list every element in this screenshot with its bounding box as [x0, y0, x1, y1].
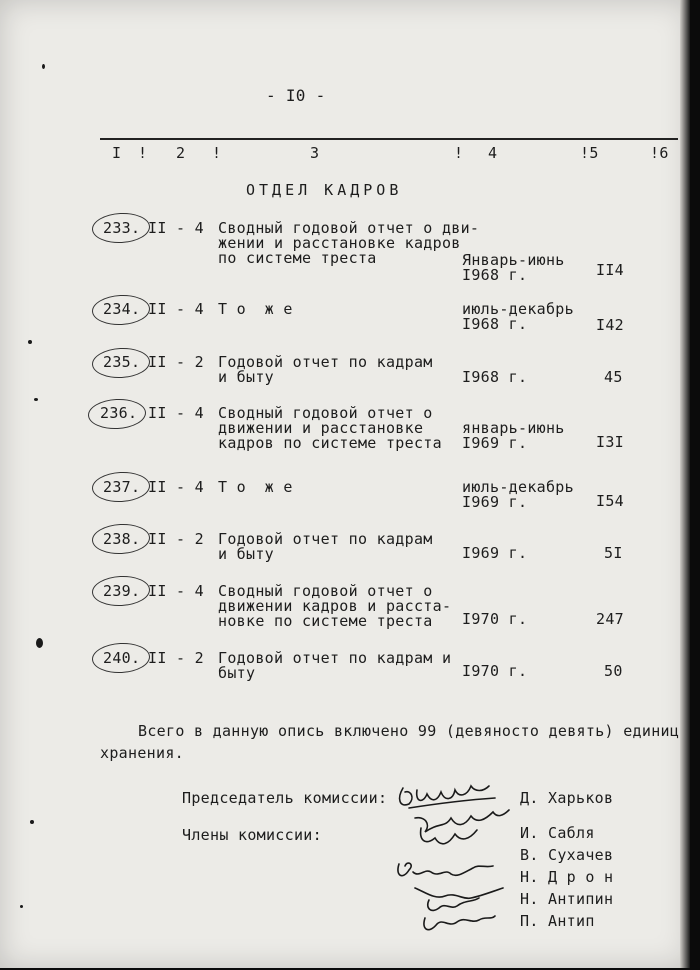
row-code: II - 2 [148, 530, 204, 548]
row-description: Т о ж е [218, 300, 293, 318]
column-header-6: !6 [650, 144, 669, 162]
page-speck [34, 398, 38, 401]
column-separator: ! [138, 144, 148, 162]
row-code: II - 4 [148, 219, 204, 237]
page-speck [20, 905, 23, 908]
row-description: Годовой отчет по кадрам и быту [218, 530, 433, 563]
row-count: 5I [604, 544, 623, 562]
row-date: I968 г. [462, 368, 528, 386]
total-summary: Всего в данную опись включено 99 (девяносто девять) единиц [138, 722, 680, 740]
page-speck [28, 340, 32, 344]
row-date: I970 г. [462, 610, 528, 628]
column-separator: ! [454, 144, 464, 162]
row-date: I969 г. [462, 544, 528, 562]
row-date: январь-июнь I969 г. [462, 419, 565, 452]
signatory-member: В. Сухачев [520, 846, 614, 864]
row-code: II - 2 [148, 649, 204, 667]
signatory-member: Н. Антипин [520, 890, 614, 908]
column-header-3: 3 [310, 144, 320, 162]
row-count: 247 [596, 610, 624, 628]
page-speck [30, 820, 34, 824]
members-label: Члены комиссии: [182, 826, 322, 844]
row-count: I54 [596, 492, 624, 510]
row-number: 235. [103, 353, 141, 371]
row-number: 238. [103, 530, 141, 548]
row-code: II - 4 [148, 300, 204, 318]
row-date: июль-декабрь I968 г. [462, 300, 574, 333]
page-speck [36, 638, 43, 648]
column-header-1: I [112, 144, 122, 162]
header-rule [100, 138, 678, 140]
row-description: Сводный годовой отчет о дви- жении и расстановке кадров по системе треста [218, 219, 480, 267]
section-title: ОТДЕЛ КАДРОВ [246, 181, 403, 199]
row-count: I3I [596, 433, 624, 451]
signatures-handwritten [385, 768, 525, 948]
row-number: 240. [103, 649, 141, 667]
row-code: II - 4 [148, 478, 204, 496]
row-count: 50 [604, 662, 623, 680]
row-description: Годовой отчет по кадрам и быту [218, 353, 433, 386]
row-count: I42 [596, 316, 624, 334]
row-description: Сводный годовой отчет о движении кадров и расста- новке по системе треста [218, 582, 452, 630]
signatory-member: Н. Д р о н [520, 868, 614, 886]
page-number: - I0 - [266, 86, 326, 105]
row-number: 237. [103, 478, 141, 496]
column-header-4: 4 [488, 144, 498, 162]
row-number: 233. [103, 219, 141, 237]
total-summary-cont: хранения. [100, 744, 184, 762]
row-date: июль-декабрь I969 г. [462, 478, 574, 511]
row-count: 45 [604, 368, 623, 386]
chairman-label: Председатель комиссии: [182, 789, 388, 807]
row-date: Январь-июнь I968 г. [462, 251, 565, 284]
signatory-member: И. Сабля [520, 824, 595, 842]
column-header-5: !5 [580, 144, 599, 162]
row-date: I970 г. [462, 662, 528, 680]
signatory-member: П. Антип [520, 912, 595, 930]
row-description: Т о ж е [218, 478, 293, 496]
column-separator: ! [212, 144, 222, 162]
row-code: II - 4 [148, 404, 204, 422]
signatory-chairman: Д. Харьков [520, 789, 614, 807]
row-description: Годовой отчет по кадрам и быту [218, 649, 452, 682]
row-number: 234. [103, 300, 141, 318]
row-code: II - 4 [148, 582, 204, 600]
row-count: II4 [596, 261, 624, 279]
row-number: 236. [100, 404, 138, 422]
page-speck [42, 64, 45, 69]
row-number: 239. [103, 582, 141, 600]
column-header-2: 2 [176, 144, 186, 162]
row-description: Сводный годовой отчет о движении и расстановке кадров по системе треста [218, 404, 442, 452]
row-code: II - 2 [148, 353, 204, 371]
